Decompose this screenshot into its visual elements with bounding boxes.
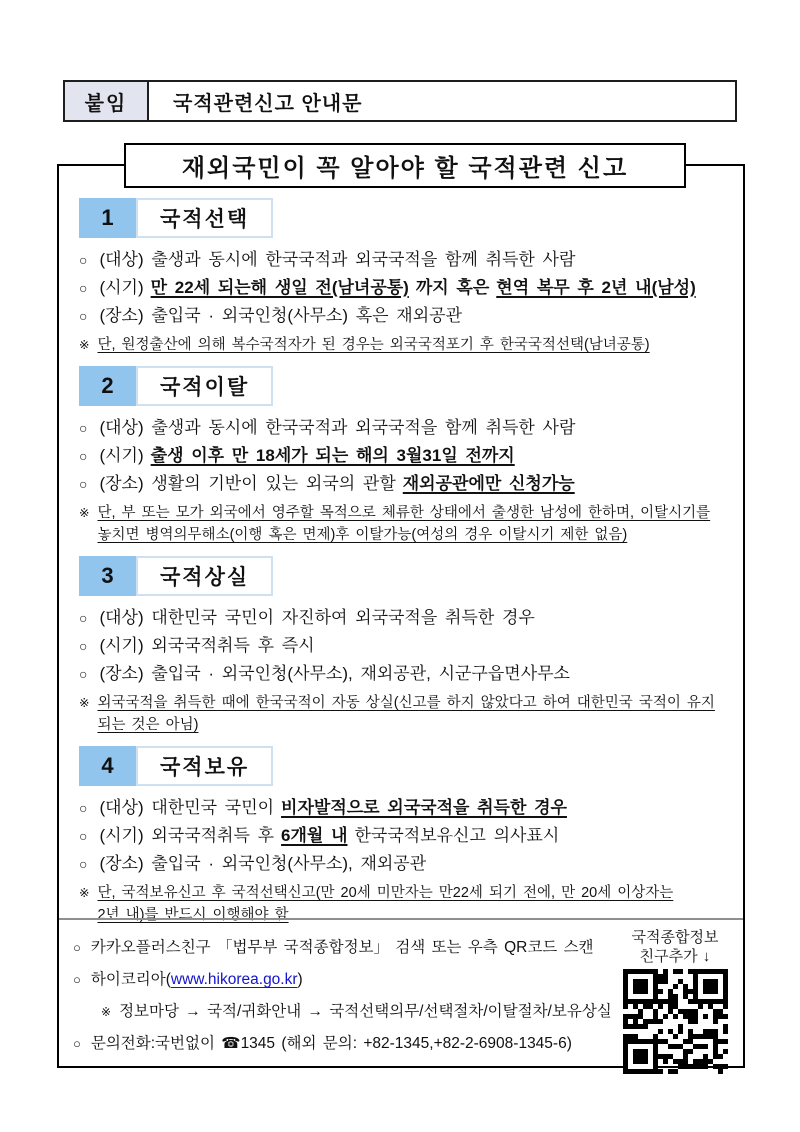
section-nationality-selection [79,198,735,356]
contact-kakao-line [73,932,613,964]
bullet-text-emphasis: 만 22세 되는해 생일 전(남녀공통) [150,278,409,297]
page-title: 재외국민이 꼭 알아야 할 국적관련 신고 [124,143,686,188]
note-line: 단, 부 또는 모가 외국에서 영주할 목적으로 체류한 상태에서 출생한 남성에 한하며, 이탈시기를 [97,505,711,521]
bullet-timing [79,822,735,850]
note-line: 놓치면 병역의무해소(이행 혹은 면제)후 이탈가능(여성의 경우 이탈시기 제한 없음) [97,527,628,543]
circle-bullet-icon: ○ [79,828,88,844]
qr-finder-icon [693,969,728,1004]
note-line: 단, 국적보유신고 후 국적선택신고(만 20세 미만자는 만22세 되기 전에, 만 20세 이상자는 [97,885,674,901]
bullet-text: (시기) 외국국적취득 후 [99,826,275,845]
section-note [79,502,735,546]
bullet-text: (대상) 출생과 동시에 한국국적과 외국국적을 함께 취득한 사람 [99,418,576,437]
bullet-place [79,302,735,330]
circle-bullet-icon: ○ [79,308,88,324]
contact-footer [59,918,743,1066]
section-number-badge: 3 [79,556,136,596]
bullet-target [79,604,735,632]
circle-bullet-icon: ○ [73,972,81,987]
note-text [97,692,714,736]
reference-mark-icon: ※ [79,886,90,900]
attachment-title: 국적관련신고 안내문 [173,92,363,115]
circle-bullet-icon: ○ [79,800,88,816]
qr-finder-icon [623,969,658,1004]
circle-bullet-icon: ○ [73,940,81,955]
bullet-text: (장소) 출입국 · 외국인청(사무소) 혹은 재외공관 [99,306,462,325]
contact-text: 정보마당 → 국적/귀화안내 → 국적선택의무/선택절차/이탈절차/보유상실 [119,1003,612,1020]
reference-mark-icon: ※ [79,696,90,710]
section-header [79,746,735,786]
attachment-header [63,80,737,122]
section-title: 국적이탈 [136,366,273,406]
circle-bullet-icon: ○ [79,420,88,436]
qr-label: 친구추가 ↓ [639,948,711,965]
section-nationality-loss [79,556,735,736]
contact-text: ) [297,971,303,988]
bullet-text: (장소) 생활의 기반이 있는 외국의 관할 [99,474,396,493]
circle-bullet-icon: ○ [79,666,88,682]
section-title: 국적보유 [136,746,273,786]
circle-bullet-icon: ○ [79,638,88,654]
note-line: 단, 원정출산에 의해 복수국적자가 된 경우는 외국국적포기 후 한국국적선택(남녀공통) [97,337,650,353]
section-nationality-renunciation [79,366,735,546]
section-number-badge: 4 [79,746,136,786]
qr-finder-icon [623,1039,658,1074]
hikorea-link[interactable]: www.hikorea.go.kr [170,971,298,988]
section-title: 국적상실 [136,556,273,596]
note-text [97,502,710,546]
section-nationality-retention [79,746,735,926]
bullet-text: (장소) 출입국 · 외국인청(사무소), 재외공관 [99,854,427,873]
bullet-text: (대상) 대한민국 국민이 자진하여 외국국적을 취득한 경우 [99,608,535,627]
bullet-place [79,660,735,688]
content-box [57,164,745,1068]
bullet-text-emphasis: 6개월 내 [281,826,348,845]
bullet-text: 한국국적보유신고 의사표시 [354,826,560,845]
section-header [79,556,735,596]
reference-mark-icon: ※ [101,1005,112,1019]
circle-bullet-icon: ○ [79,610,88,626]
bullet-text: (시기) 외국국적취득 후 즉시 [99,636,315,655]
section-number-badge: 2 [79,366,136,406]
circle-bullet-icon: ○ [79,448,88,464]
bullet-text-emphasis: 현역 복무 후 2년 내(남성) [496,278,696,297]
note-text [97,334,649,356]
bullet-text: (장소) 출입국 · 외국인청(사무소), 재외공관, 시군구읍면사무소 [99,664,570,683]
bullet-text-emphasis: 재외공관에만 신청가능 [402,474,575,493]
contact-menu-path-line [73,996,613,1028]
qr-code [623,969,728,1074]
qr-label: 국적종합정보 [631,929,719,946]
attachment-badge: 붙임 [65,82,149,120]
reference-mark-icon: ※ [79,506,90,520]
note-line: 되는 것은 아님) [97,717,199,733]
contact-text: 카카오플러스친구 「법무부 국적종합정보」 검색 또는 우측 QR코드 스캔 [90,939,594,956]
bullet-text-emphasis: 출생 이후 만 18세가 되는 해의 3월31일 전까지 [150,446,515,465]
section-number-badge: 1 [79,198,136,238]
bullet-timing [79,442,735,470]
circle-bullet-icon: ○ [79,280,88,296]
section-title: 국적선택 [136,198,273,238]
bullet-text: (시기) [99,278,144,297]
bullet-timing [79,632,735,660]
sections-container [79,198,735,936]
contact-hikorea-line [73,964,613,996]
contact-text: 하이코리아( [90,971,171,988]
contact-lines [73,928,613,1066]
bullet-timing [79,274,735,302]
reference-mark-icon: ※ [79,338,90,352]
circle-bullet-icon: ○ [79,856,88,872]
bullet-target [79,794,735,822]
note-line: 외국국적을 취득한 때에 한국국적이 자동 상실(신고를 하지 않았다고 하여 대한민국 국적이 유지 [97,695,715,711]
bullet-place [79,850,735,878]
circle-bullet-icon: ○ [79,476,88,492]
bullet-target [79,246,735,274]
bullet-place [79,470,735,498]
section-header [79,366,735,406]
contact-text: 문의전화:국번없이 ☎1345 (해외 문의: +82-1345,+82-2-6908-1345-6) [90,1035,572,1052]
bullet-text-emphasis: 비자발적으로 외국국적을 취득한 경우 [281,798,567,817]
section-note [79,334,735,356]
bullet-text: (대상) 출생과 동시에 한국국적과 외국국적을 함께 취득한 사람 [99,250,576,269]
section-note [79,692,735,736]
section-header [79,198,735,238]
circle-bullet-icon: ○ [73,1036,81,1051]
bullet-target [79,414,735,442]
bullet-text: (대상) 대한민국 국민이 [99,798,275,817]
qr-block [613,928,737,1066]
note-line: 2년 내)를 반드시 이행해야 함 [97,907,289,923]
contact-phone-line [73,1028,613,1060]
bullet-text: (시기) [99,446,144,465]
circle-bullet-icon: ○ [79,252,88,268]
bullet-text: 까지 혹은 [415,278,490,297]
